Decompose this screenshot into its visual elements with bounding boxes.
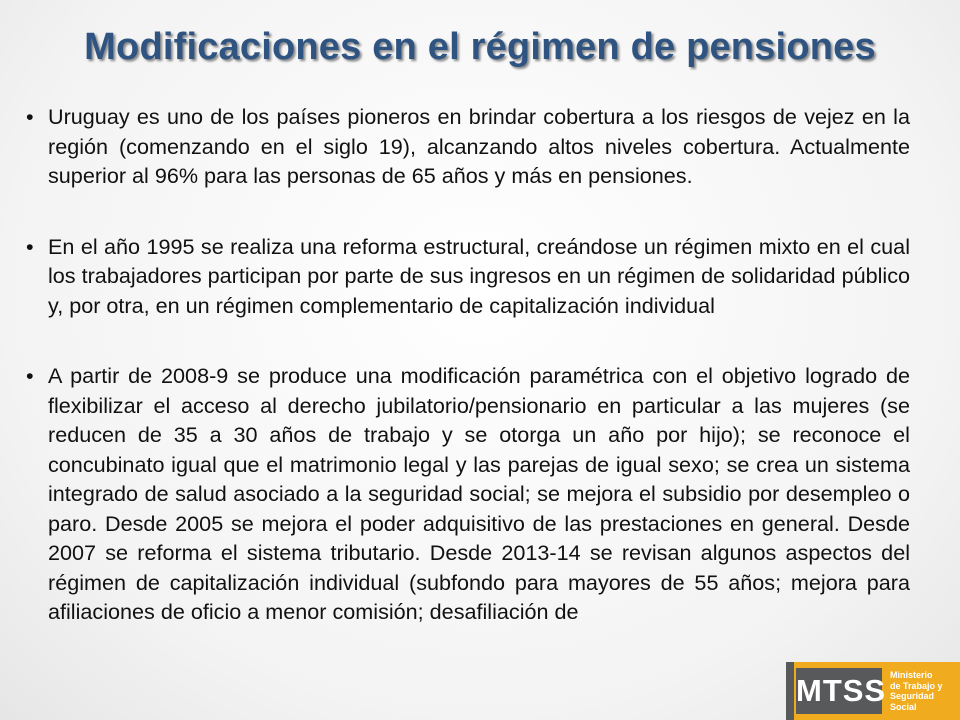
logo-line-2: de Trabajo y [890,680,943,691]
bullet-text: Uruguay es uno de los países pioneros en brindar cobertura a los riesgos de vejez en la región (comenzando en el siglo 19), alcanzando altos niveles cobertura. Actualmente superior al 96% para las personas de 65 años y más en pensiones. [48,104,910,188]
bullet-dot: • [26,363,34,388]
logo-stripe [786,662,794,720]
bullet-item-3 [26,361,910,627]
logo-line-3: Seguridad [890,691,935,701]
bullet-item-1 [26,102,910,191]
bullet-text: A partir de 2008-9 se produce una modificación paramétrica con el objetivo logrado de flexibilizar el acceso al derecho jubilatorio/pensionario en particular a las mujeres (se reducen de 35 a 30 años de trabajo y se otorga un año por hijo); se reconoce el concubinato igual que el matrimonio legal y las parejas de igual sexo; se crea un sistema integrado de salud asociado a la seguridad social; se mejora el subsidio por desempleo o paro. Desde 2005 se mejora el poder adquisitivo de las prestaciones en general. Desde 2007 se reforma el sistema tributario. Desde 2013-14 se revisan algunos aspectos del régimen de capitalización individual (subfondo para mayores de 55 años; mejora para afiliaciones de oficio a menor comisión; desafiliación de [48,363,910,624]
bullet-dot: • [26,104,34,129]
bullet-item-2 [26,232,910,321]
bullet-text: En el año 1995 se realiza una reforma estructural, creándose un régimen mixto en el cual los trabajadores participan por parte de sus ingresos en un régimen de solidaridad público y, por otra, en un régimen complementario de capitalización individual [48,233,910,318]
logo-ministry-name [890,670,956,712]
logo-line-4: Social [890,701,917,712]
logo-acronym: MTSS [796,668,882,714]
mtss-logo [786,662,960,720]
bullet-dot: • [26,233,34,259]
bullet-list [26,102,910,668]
logo-line-1: Ministerio [890,670,933,680]
slide-title: Modificaciones en el régimen de pensiones [84,26,876,68]
